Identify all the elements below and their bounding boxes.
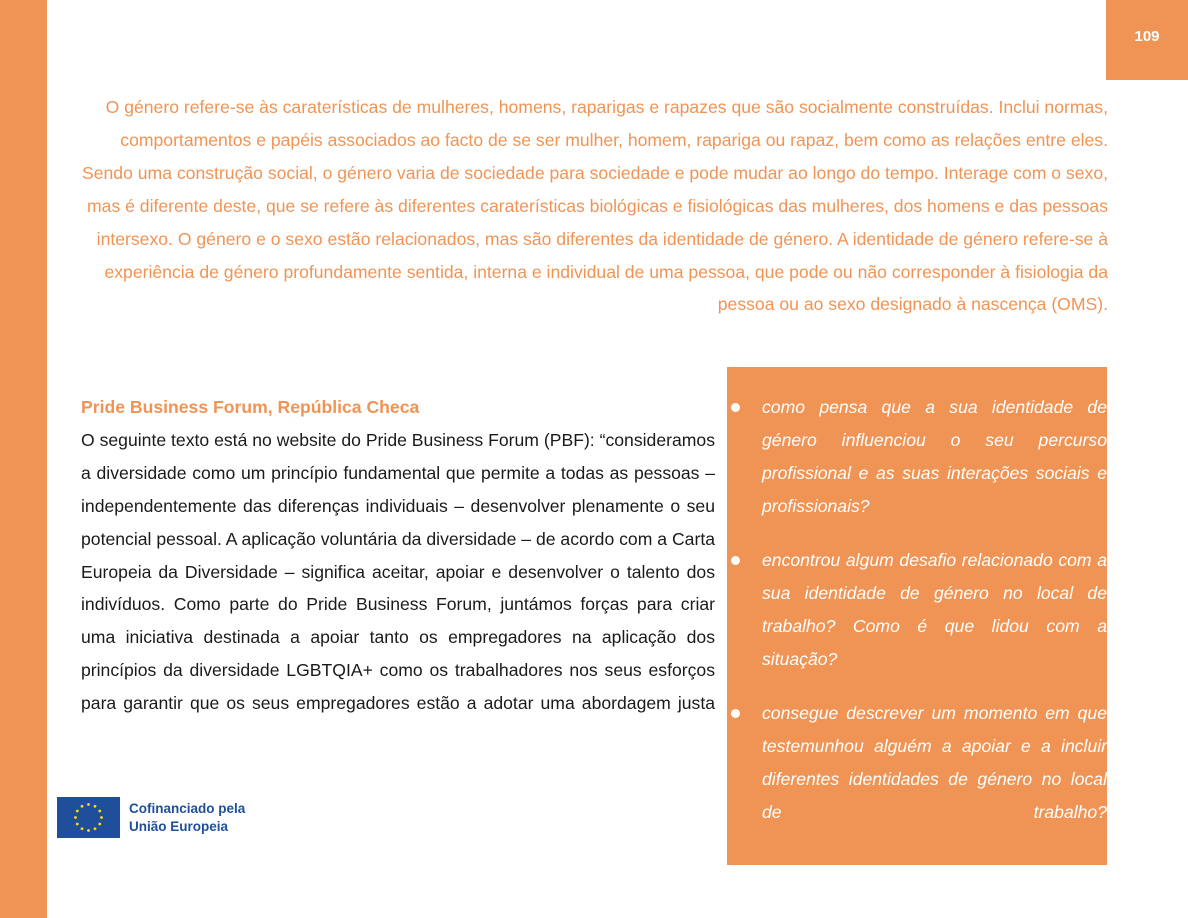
eu-star-icon: [98, 823, 101, 826]
eu-star-icon: [94, 827, 97, 830]
eu-star-icon: [94, 805, 97, 808]
reflection-questions-box: [727, 367, 1107, 865]
eu-star-icon: [100, 816, 103, 819]
case-study: [81, 391, 715, 720]
eu-star-icon: [98, 810, 101, 813]
question-text: como pensa que a sua identidade de género influenciou o seu percurso profissional e as suas interações sociais e profissionais?: [762, 397, 1107, 516]
bullet-icon: [731, 556, 740, 565]
question-item: [762, 544, 1107, 676]
question-text: encontrou algum desafio relacionado com a sua identidade de género no local de trabalho? Como é que lidou com a situação?: [762, 550, 1107, 669]
eu-star-icon: [87, 803, 90, 806]
eu-star-icon: [74, 816, 77, 819]
eu-star-icon: [76, 823, 79, 826]
bullet-icon: [731, 403, 740, 412]
gender-definition-paragraph: O género refere-se às caraterísticas de mulheres, homens, raparigas e rapazes que são socialmente construídas. Inclui normas, comportamentos e papéis associados ao facto de se ser mulher, homem, rapariga ou rapaz, bem como as relações entre eles. Sendo uma construção social, o género varia de sociedade para sociedade e pode mudar ao longo do tempo. Interage com o sexo, mas é diferente deste, que se refere às diferentes caraterísticas biológicas e fisiológicas das mulheres, dos homens e das pessoas intersexo. O género e o sexo estão relacionados, mas são diferentes da identidade de género. A identidade de género refere-se à experiência de género profundamente sentida, interna e individual de uma pessoa, que pode ou não corresponder à fisiologia da pessoa ou ao sexo designado à nascença (OMS).: [82, 97, 1108, 315]
eu-logo-line2: União Europeia: [129, 818, 229, 834]
question-item: [762, 391, 1107, 523]
eu-flag-icon: [57, 797, 120, 838]
case-study-body: O seguinte texto está no website do Pride Business Forum (PBF): “consideramos a diversidade como um princípio fundamental que permite a todas as pessoas – independentemente das diferenças individuais – desenvolver plenamente o seu potencial pessoal. A aplicação voluntária da diversidade – de acordo com a Carta Europeia da Diversidade – significa aceitar, apoiar e desenvolver o talento dos indivíduos. Como parte do Pride Business Forum, juntámos forças para criar uma iniciativa destinada a apoiar tanto os empregadores na aplicação dos princípios da diversidade LGBTQIA+ como os trabalhadores nos seus esforços para garantir que os seus empregadores estão a adotar uma abordagem justa: [81, 429, 715, 714]
eu-star-icon: [81, 805, 84, 808]
eu-star-icon: [76, 810, 79, 813]
eu-cofunding-logo: [57, 797, 245, 838]
eu-star-icon: [87, 829, 90, 832]
page-number: 109: [1106, 0, 1188, 80]
left-margin-bar: [0, 0, 47, 918]
question-item: [762, 697, 1107, 829]
eu-logo-line1: Cofinanciado pela: [129, 800, 246, 816]
eu-logo-text: [129, 800, 245, 836]
eu-star-icon: [81, 827, 84, 830]
bullet-icon: [731, 709, 740, 718]
case-study-title: Pride Business Forum, República Checa: [81, 397, 420, 417]
question-text: consegue descrever um momento em que testemunhou alguém a apoiar e a incluir diferentes identidades de género no local de trabalho?: [762, 703, 1107, 822]
